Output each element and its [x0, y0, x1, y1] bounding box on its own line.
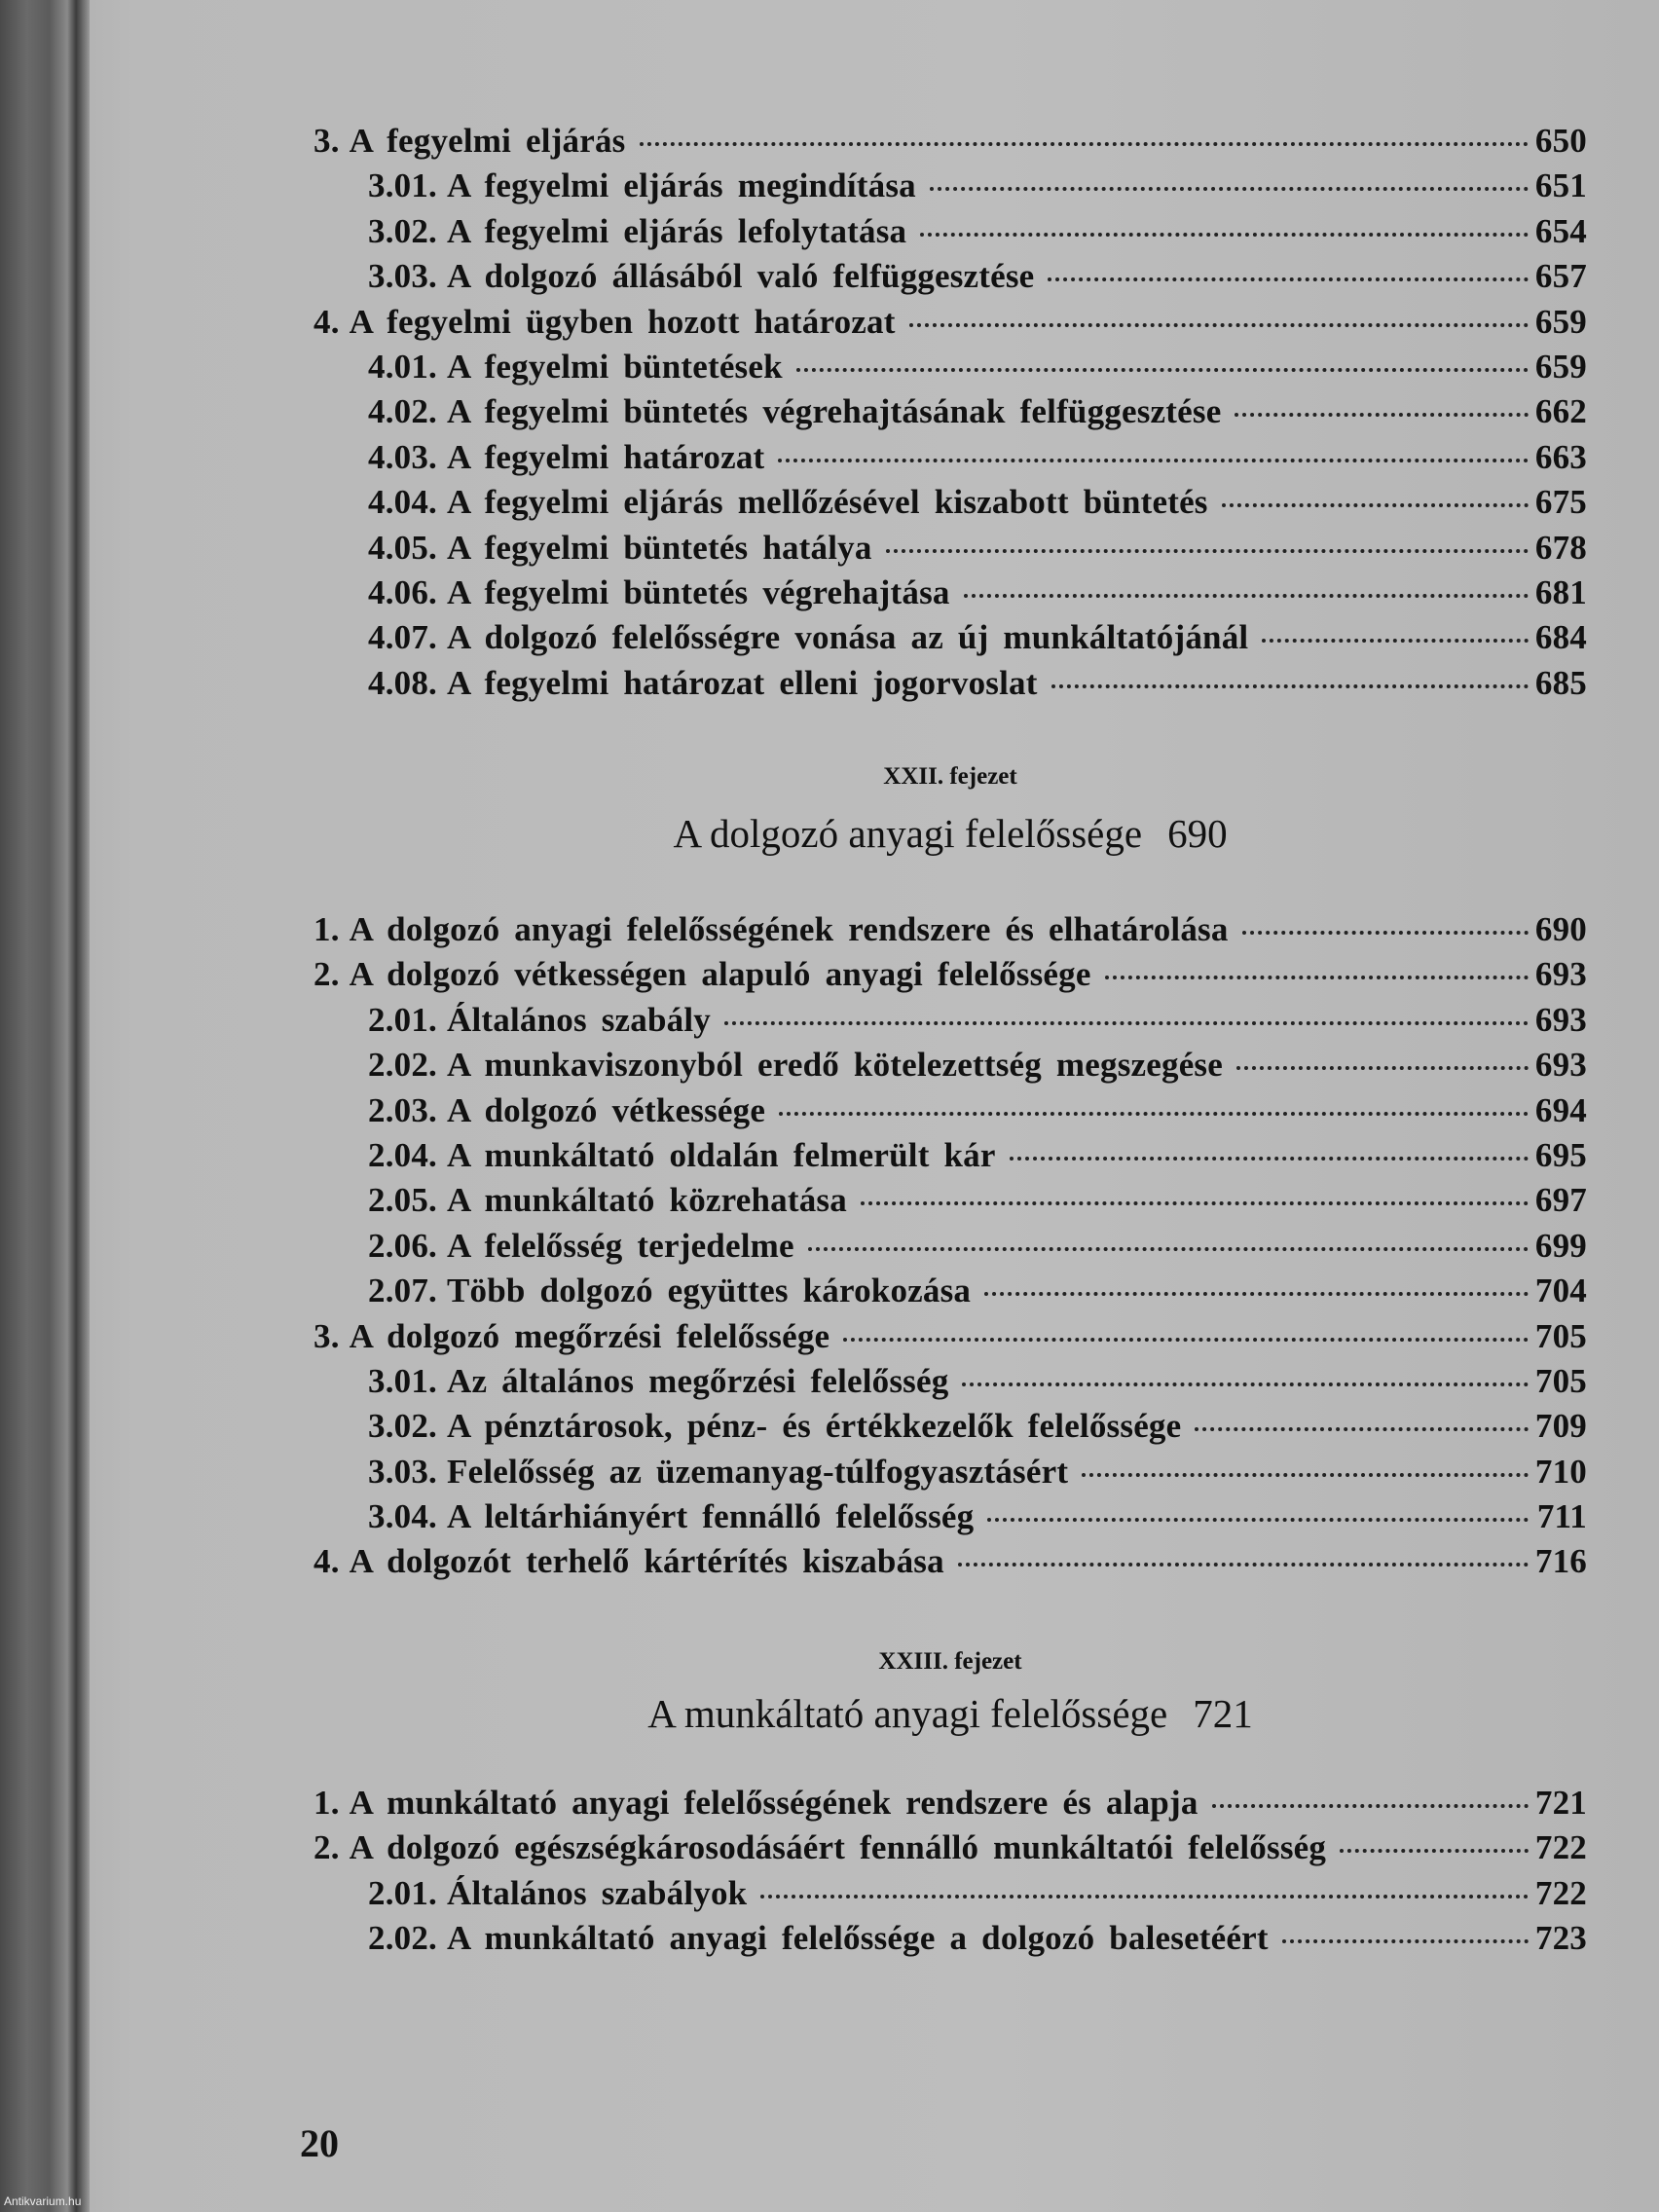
toc-entry	[313, 1181, 1587, 1226]
entry-page: 693	[1534, 1046, 1587, 1085]
entry-title: A munkaviszonyból eredő kötelezettség megszegése	[447, 1046, 1223, 1085]
toc-entry	[313, 1828, 1587, 1873]
entry-title: A dolgozó vétkességen alapuló anyagi felelőssége	[349, 955, 1091, 994]
toc-section-xxiii	[313, 1784, 1587, 1965]
entry-number: 3.03.	[368, 1452, 437, 1491]
toc-entry	[313, 348, 1587, 392]
entry-title: A dolgozó anyagi felelősségének rendszere és elhatárolása	[349, 910, 1229, 948]
dot-leader	[1262, 639, 1529, 643]
entry-title: A dolgozót terhelő kártérítés kiszabása	[349, 1542, 944, 1581]
dot-leader	[640, 142, 1530, 146]
entry-number: 4.	[313, 1542, 340, 1581]
dot-leader	[962, 1382, 1529, 1386]
toc-entry	[313, 1272, 1587, 1316]
entry-title: A felelősség terjedelme	[447, 1226, 794, 1265]
chapter-title-text: A dolgozó anyagi felelőssége	[673, 811, 1143, 856]
toc-entry	[313, 303, 1587, 348]
entry-page: 699	[1534, 1226, 1587, 1265]
toc-entry	[313, 1001, 1587, 1046]
entry-number: 3.01.	[368, 166, 437, 205]
entry-page: 694	[1534, 1090, 1587, 1129]
chapter-page: 721	[1193, 1691, 1253, 1736]
entry-title: A fegyelmi eljárás megindítása	[447, 166, 916, 205]
entry-number: 1.	[313, 910, 340, 948]
entry-number: 4.02.	[368, 392, 437, 431]
toc-entry	[313, 1407, 1587, 1452]
entry-title: A fegyelmi ügyben hozott határozat	[349, 302, 896, 341]
toc-entry	[313, 1784, 1587, 1828]
entry-number: 2.02.	[368, 1919, 437, 1958]
dot-leader	[1051, 684, 1529, 688]
entry-number: 2.05.	[368, 1181, 437, 1220]
dot-leader	[1212, 1804, 1529, 1808]
entry-number: 3.04.	[368, 1497, 437, 1536]
entry-page: 662	[1534, 392, 1587, 431]
entry-page: 722	[1534, 1828, 1587, 1867]
toc-entry	[313, 1317, 1587, 1362]
entry-number: 3.03.	[368, 257, 437, 296]
entry-page: 693	[1534, 1000, 1587, 1039]
entry-number: 1.	[313, 1784, 340, 1822]
entry-number: 2.	[313, 955, 340, 994]
watermark: Antikvarium.hu	[4, 2194, 82, 2208]
entry-page: 723	[1534, 1919, 1587, 1958]
dot-leader	[861, 1201, 1529, 1205]
dot-leader	[1010, 1157, 1529, 1161]
entry-page: 659	[1534, 302, 1587, 341]
dot-leader	[909, 323, 1529, 327]
entry-number: 4.	[313, 302, 340, 341]
entry-title: A fegyelmi határozat elleni jogorvoslat	[447, 663, 1038, 702]
dot-leader	[886, 549, 1529, 553]
entry-title: Felelősség az üzemanyag-túlfogyasztásért	[447, 1452, 1069, 1491]
entry-page: 716	[1534, 1542, 1587, 1581]
toc-entry	[313, 1091, 1587, 1136]
entry-title: Az általános megőrzési felelősség	[447, 1361, 949, 1400]
dot-leader	[1236, 1066, 1529, 1070]
entry-page: 711	[1536, 1497, 1587, 1536]
dot-leader	[779, 1112, 1529, 1116]
toc-entry	[313, 618, 1587, 663]
entry-number: 4.04.	[368, 483, 437, 522]
toc-entry	[313, 392, 1587, 437]
entry-number: 2.07.	[368, 1272, 437, 1310]
dot-leader	[1242, 931, 1529, 935]
entry-title: A dolgozó állásából való felfüggesztése	[447, 257, 1035, 296]
dot-leader	[964, 594, 1529, 598]
toc-entry	[313, 438, 1587, 483]
entry-title: A fegyelmi büntetés hatálya	[447, 528, 872, 567]
entry-number: 2.01.	[368, 1000, 437, 1039]
entry-page: 685	[1534, 663, 1587, 702]
entry-number: 2.04.	[368, 1135, 437, 1174]
entry-title: A fegyelmi eljárás lefolytatása	[447, 211, 907, 250]
dot-leader	[1048, 277, 1529, 281]
entry-title: A leltárhiányért fennálló felelősség	[447, 1497, 975, 1536]
entry-title: A fegyelmi büntetések	[447, 347, 783, 386]
entry-page: 675	[1534, 483, 1587, 522]
dot-leader	[778, 459, 1529, 462]
dot-leader	[1222, 503, 1529, 507]
dot-leader	[808, 1247, 1529, 1251]
entry-page: 704	[1534, 1272, 1587, 1310]
toc-entry	[313, 1046, 1587, 1090]
entry-number: 3.	[313, 1316, 340, 1355]
entry-title: A munkáltató anyagi felelőssége a dolgozó balesetéért	[447, 1919, 1269, 1958]
dot-leader	[724, 1021, 1529, 1025]
toc-entry	[313, 529, 1587, 573]
entry-page: 663	[1534, 437, 1587, 476]
chapter-label-xxiii: XXIII. fejezet	[878, 1648, 1022, 1675]
entry-page: 651	[1534, 166, 1587, 205]
entry-page: 659	[1534, 347, 1587, 386]
entry-number: 4.01.	[368, 347, 437, 386]
dot-leader	[1195, 1427, 1529, 1431]
book-binding	[0, 0, 90, 2212]
toc-entry	[313, 1919, 1587, 1964]
dot-leader	[987, 1518, 1529, 1522]
entry-page: 695	[1534, 1135, 1587, 1174]
toc-entry	[313, 1874, 1587, 1919]
entry-number: 2.06.	[368, 1226, 437, 1265]
dot-leader	[1235, 413, 1529, 417]
entry-title: Több dolgozó együttes károkozása	[447, 1272, 972, 1310]
toc-section-xxii	[313, 910, 1587, 1588]
toc-entry	[313, 910, 1587, 955]
entry-title: A fegyelmi határozat	[447, 437, 765, 476]
dot-leader	[760, 1895, 1529, 1899]
entry-page: 654	[1534, 211, 1587, 250]
dot-leader	[1282, 1939, 1529, 1943]
entry-page: 705	[1534, 1361, 1587, 1400]
toc-entry	[313, 664, 1587, 709]
dot-leader	[930, 187, 1529, 191]
toc-entry	[313, 122, 1587, 166]
toc-entry	[313, 257, 1587, 302]
entry-title: A dolgozó vétkessége	[447, 1090, 766, 1129]
entry-page: 657	[1534, 257, 1587, 296]
dot-leader	[920, 233, 1529, 237]
dot-leader	[796, 368, 1529, 372]
entry-page: 710	[1534, 1452, 1587, 1491]
entry-number: 2.01.	[368, 1873, 437, 1912]
entry-title: A fegyelmi büntetés végrehajtása	[447, 572, 950, 611]
entry-title: A munkáltató oldalán felmerült kár	[447, 1135, 996, 1174]
entry-number: 4.03.	[368, 437, 437, 476]
dot-leader	[1082, 1473, 1529, 1477]
toc-entry	[313, 955, 1587, 1000]
toc-section-xxi-continued	[313, 122, 1587, 709]
entry-title: A fegyelmi eljárás	[349, 122, 626, 160]
entry-page: 709	[1534, 1407, 1587, 1446]
toc-entry	[313, 483, 1587, 528]
entry-number: 3.02.	[368, 1407, 437, 1446]
toc-entry	[313, 212, 1587, 257]
entry-page: 690	[1534, 910, 1587, 948]
toc-entry	[313, 1453, 1587, 1497]
toc-entry	[313, 1497, 1587, 1542]
chapter-title-text: A munkáltató anyagi felelőssége	[647, 1691, 1168, 1736]
entry-title: A dolgozó megőrzési felelőssége	[349, 1316, 830, 1355]
entry-title: A dolgozó felelősségre vonása az új munkáltatójánál	[447, 618, 1249, 657]
entry-title: A dolgozó egészségkárosodásáért fennálló munkáltatói felelősség	[349, 1828, 1327, 1867]
toc-entry	[313, 1227, 1587, 1272]
entry-title: A pénztárosok, pénz- és értékkezelők felelőssége	[447, 1407, 1182, 1446]
entry-page: 705	[1534, 1316, 1587, 1355]
toc-entry	[313, 166, 1587, 211]
toc-entry	[313, 1136, 1587, 1181]
chapter-label-xxii: XXII. fejezet	[883, 763, 1017, 790]
entry-number: 2.03.	[368, 1090, 437, 1129]
entry-page: 681	[1534, 572, 1587, 611]
toc-entry	[313, 1362, 1587, 1407]
dot-leader	[958, 1563, 1529, 1567]
entry-title: Általános szabály	[447, 1000, 711, 1039]
page-number: 20	[300, 2121, 339, 2165]
entry-page: 697	[1534, 1181, 1587, 1220]
entry-number: 3.01.	[368, 1361, 437, 1400]
entry-number: 2.	[313, 1828, 340, 1867]
chapter-title-xxii	[313, 810, 1587, 857]
entry-page: 721	[1534, 1784, 1587, 1822]
entry-title: A fegyelmi eljárás mellőzésével kiszabott büntetés	[447, 483, 1208, 522]
entry-number: 3.02.	[368, 211, 437, 250]
entry-title: Általános szabályok	[447, 1873, 748, 1912]
dot-leader	[1340, 1849, 1529, 1853]
toc-entry	[313, 573, 1587, 618]
entry-title: A fegyelmi büntetés végrehajtásának felfüggesztése	[447, 392, 1222, 431]
entry-number: 4.06.	[368, 572, 437, 611]
entry-number: 4.07.	[368, 618, 437, 657]
entry-title: A munkáltató közrehatása	[447, 1181, 847, 1220]
entry-page: 693	[1534, 955, 1587, 994]
dot-leader	[843, 1338, 1529, 1342]
entry-title: A munkáltató anyagi felelősségének rendszere és alapja	[349, 1784, 1198, 1822]
chapter-title-xxiii	[313, 1690, 1587, 1737]
entry-page: 650	[1534, 122, 1587, 160]
entry-number: 2.02.	[368, 1046, 437, 1085]
entry-page: 678	[1534, 528, 1587, 567]
chapter-page: 690	[1167, 811, 1228, 856]
entry-number: 4.08.	[368, 663, 437, 702]
entry-number: 3.	[313, 122, 340, 160]
entry-page: 722	[1534, 1873, 1587, 1912]
toc-entry	[313, 1542, 1587, 1587]
entry-page: 684	[1534, 618, 1587, 657]
dot-leader	[984, 1292, 1529, 1296]
dot-leader	[1105, 976, 1529, 979]
entry-number: 4.05.	[368, 528, 437, 567]
